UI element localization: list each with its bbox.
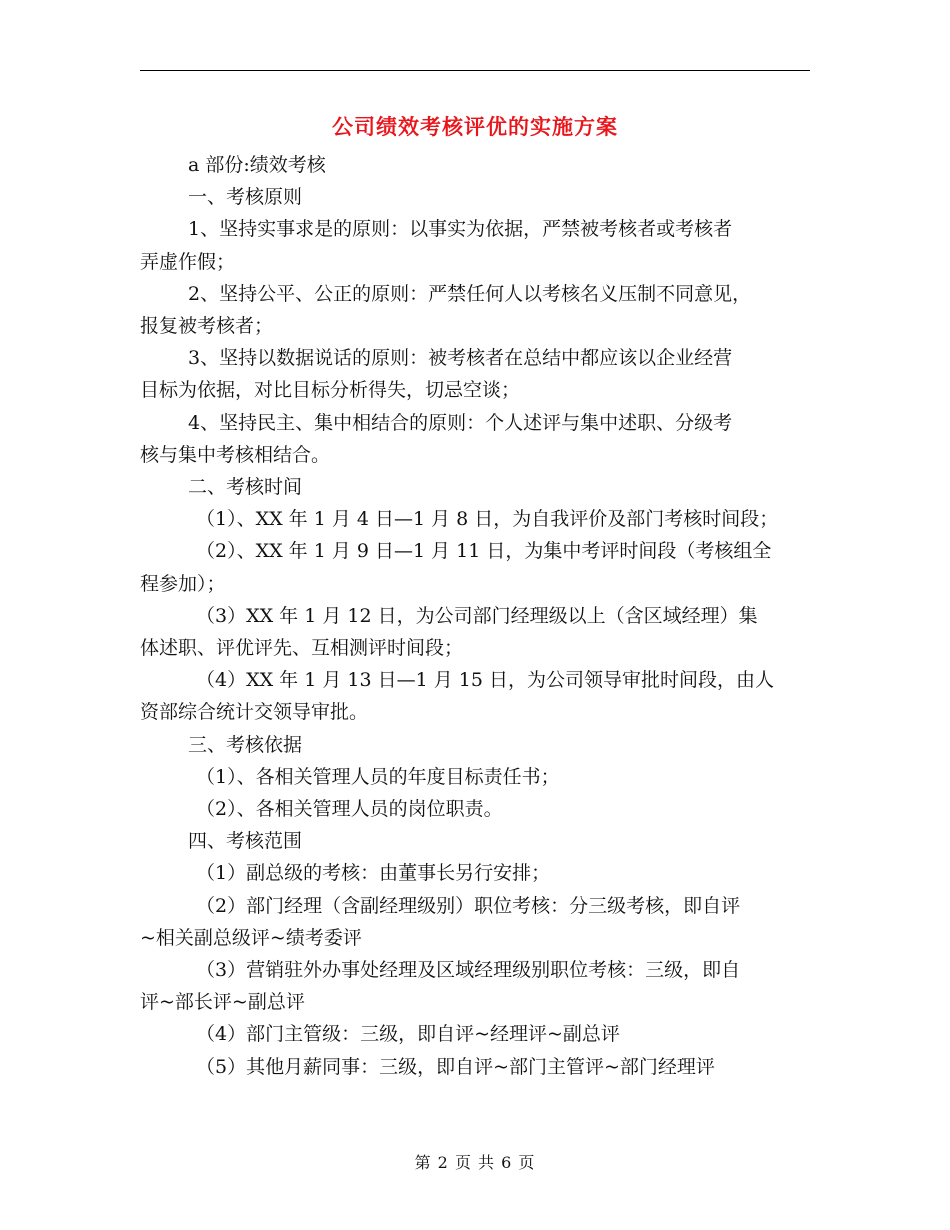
paragraph-line: 三、考核依据 [188, 733, 303, 756]
paragraph-continuation-line: 体述职、评优评先、互相测评时间段； [140, 637, 464, 659]
paragraph-line: 2、坚持公平、公正的原则：严禁任何人以考核名义压制不同意见， [188, 282, 752, 305]
paragraph-line: 一、考核原则 [188, 186, 303, 209]
paragraph-continuation-line: 核与集中考核相结合。 [140, 443, 331, 466]
paragraph-line: 4、坚持民主、集中相结合的原则：个人述评与集中述职、分级考 [188, 411, 733, 434]
paragraph-line: 3、坚持以数据说话的原则：被考核者在总结中都应该以企业经营 [188, 347, 733, 370]
paragraph-line: （1）、各相关管理人员的年度目标责任书； [196, 765, 560, 788]
paragraph-continuation-line: ~相关副总级评~绩考委评 [140, 926, 362, 949]
paragraph-continuation-line: 资部综合统计交领导审批。 [140, 701, 369, 724]
paragraph-continuation-line: 弄虚作假； [140, 250, 236, 273]
paragraph-line: 四、考核范围 [188, 830, 303, 853]
paragraph-continuation-line: 评~部长评~副总评 [140, 991, 305, 1014]
paragraph-line: （4）部门主管级：三级，即自评~经理评~副总评 [196, 1023, 620, 1046]
paragraph-line: a 部份:绩效考核 [188, 154, 326, 176]
paragraph-line: （1）、XX 年 1 月 4 日—1 月 8 日，为自我评价及部门考核时间段； [196, 508, 779, 531]
paragraph-line: （2）、各相关管理人员的岗位职责。 [196, 798, 503, 820]
paragraph-line: 1、坚持实事求是的原则：以事实为依据，严禁被考核者或考核者 [188, 218, 733, 241]
paragraph-line: （2）部门经理（含副经理级别）职位考核：分三级考核，即自评 [196, 894, 741, 917]
paragraph-continuation-line: 报复被考核者； [140, 315, 274, 337]
header-rule [140, 70, 810, 71]
paragraph-line: （2）、XX 年 1 月 9 日—1 月 11 日，为集中考评时间段（考核组全 [196, 540, 772, 563]
paragraph-line: （4）XX 年 1 月 13 日—1 月 15 日，为公司领导审批时间段，由人 [196, 669, 774, 692]
paragraph-continuation-line: 程参加）； [140, 572, 226, 595]
paragraph-line: （5）其他月薪同事：三级，即自评~部门主管评~部门经理评 [196, 1055, 715, 1078]
paragraph-continuation-line: 目标为依据，对比目标分析得失，切忌空谈； [140, 379, 521, 402]
paragraph-line: 二、考核时间 [188, 476, 303, 498]
page-number: 第 2 页 共 6 页 [414, 1153, 536, 1172]
document-title: 公司绩效考核评优的实施方案 [332, 114, 618, 139]
paragraph-line: （3）XX 年 1 月 12 日，为公司部门经理级以上（含区域经理）集 [196, 604, 758, 627]
paragraph-line: （1）副总级的考核：由董事长另行安排； [196, 862, 551, 885]
paragraph-line: （3）营销驻外办事处经理及区域经理级别职位考核：三级，即自 [196, 959, 741, 981]
